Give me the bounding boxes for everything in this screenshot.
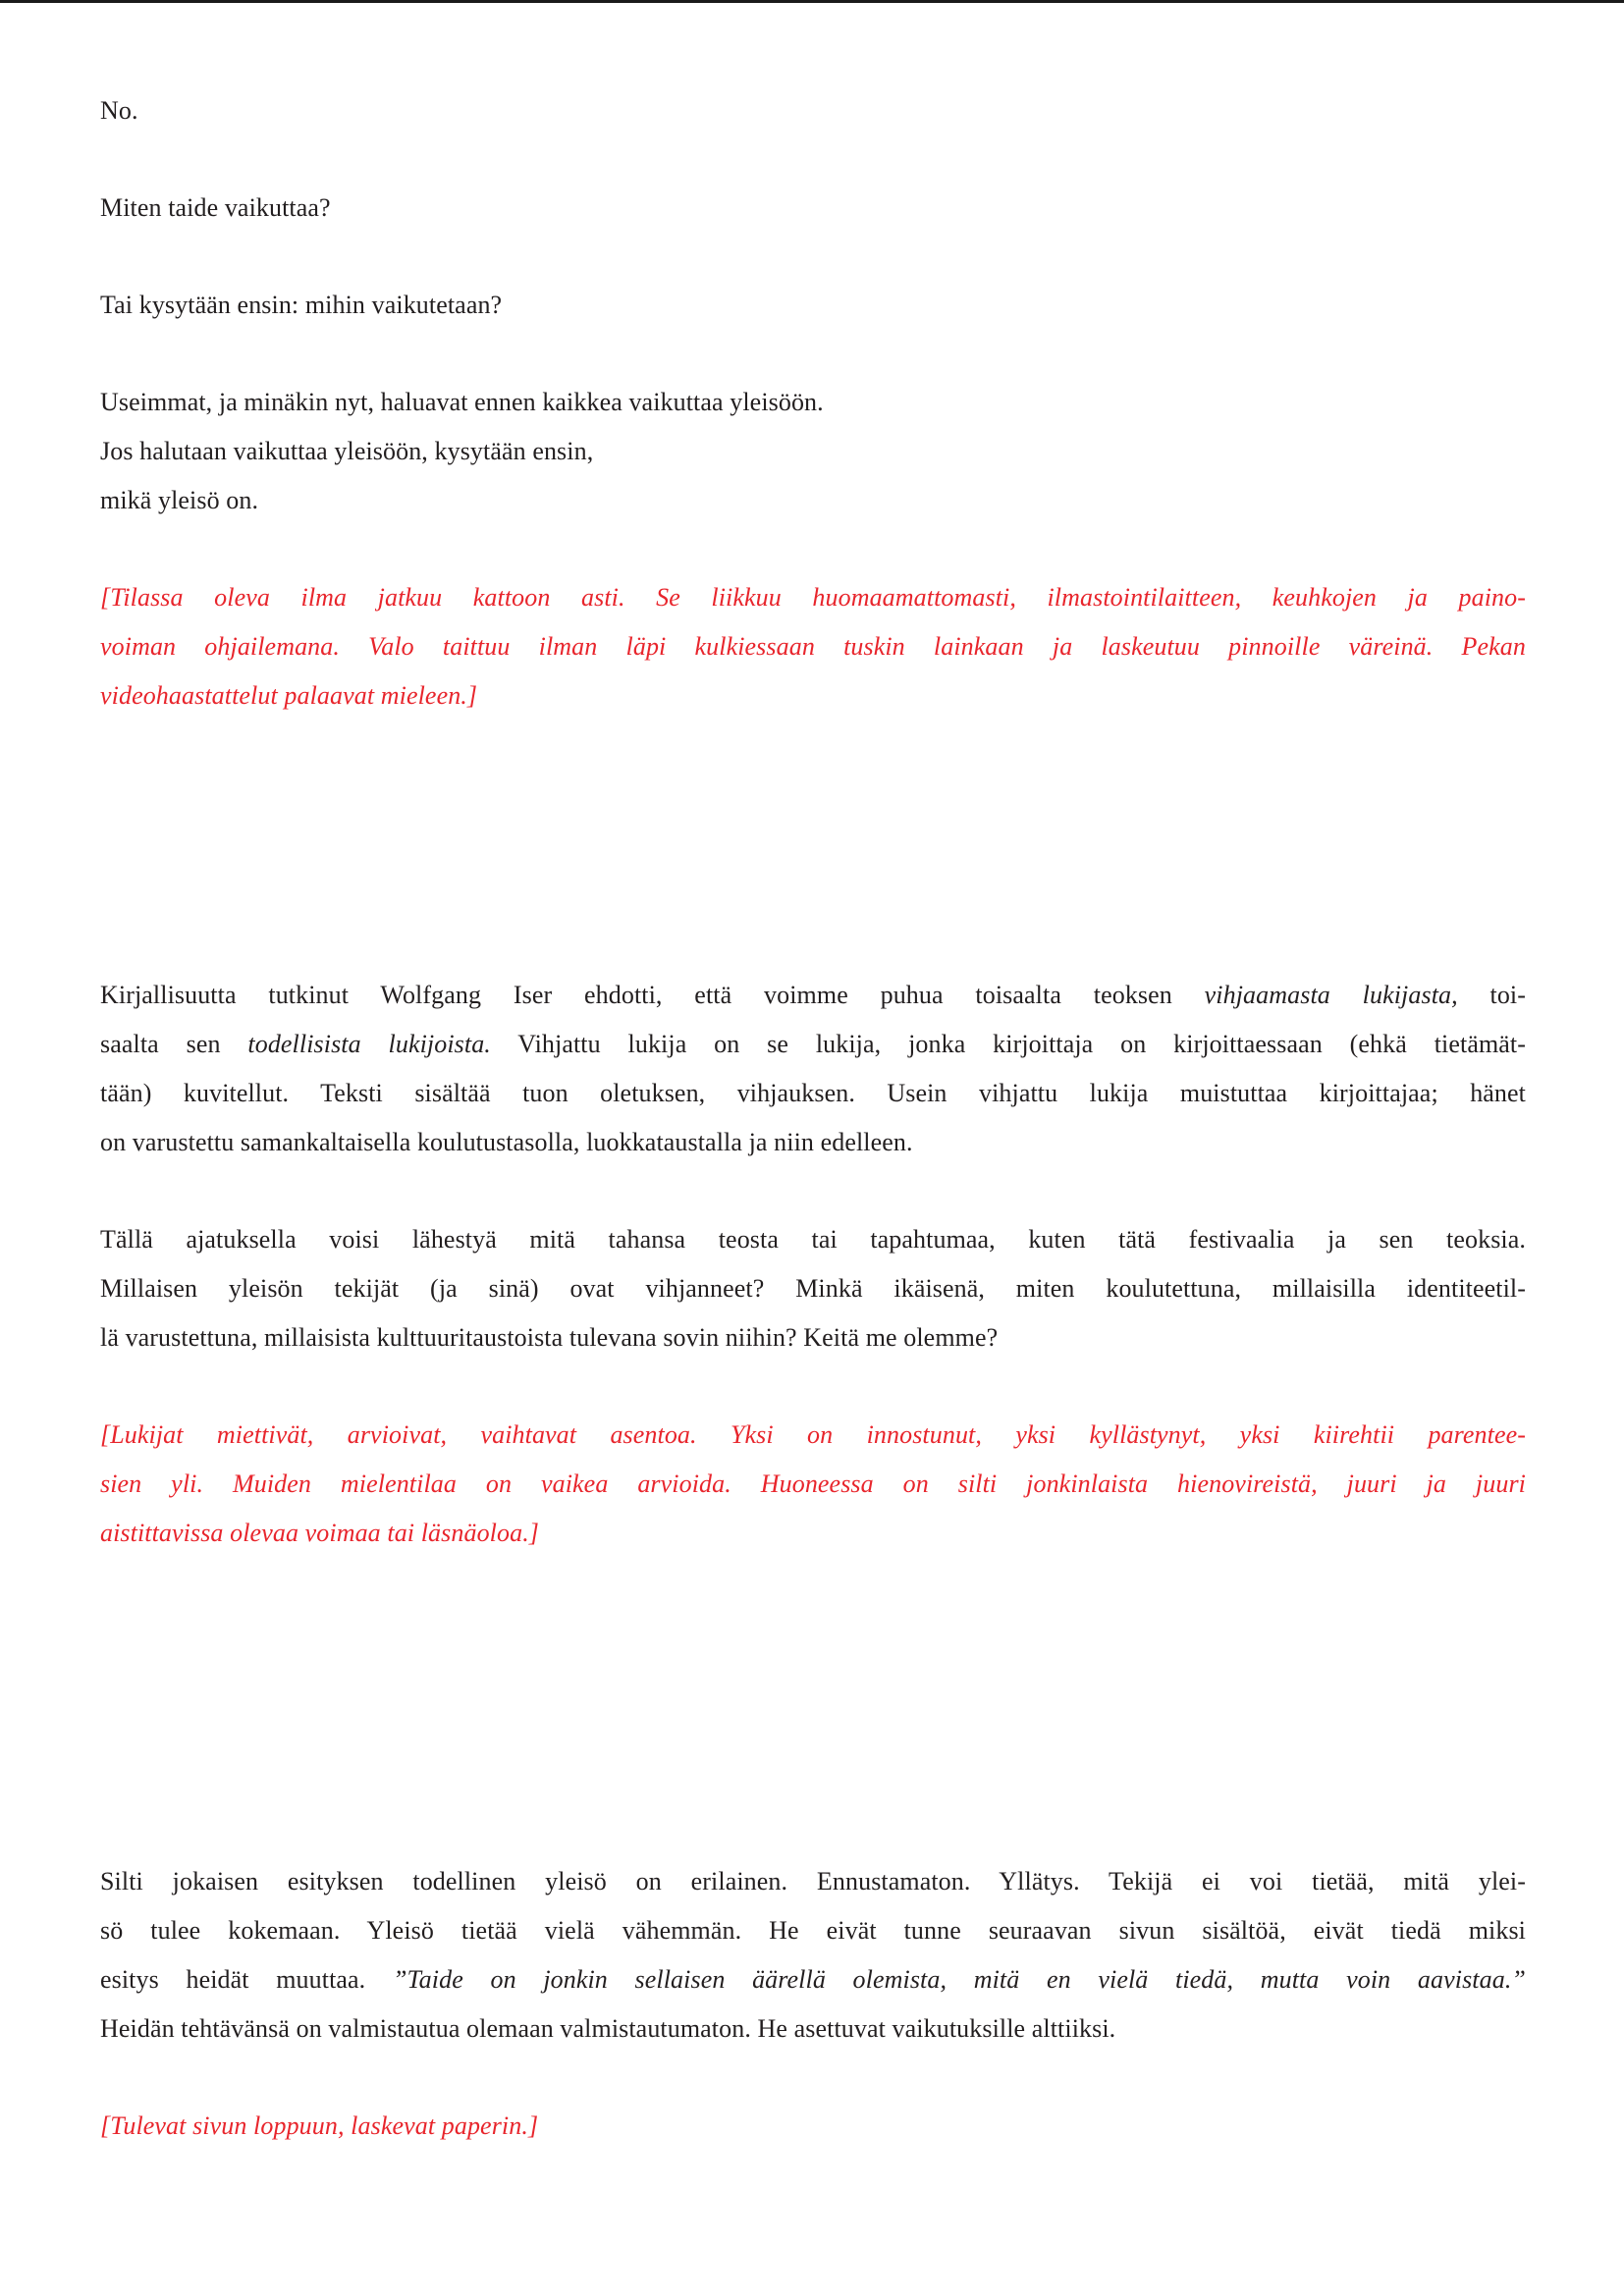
text-line bbox=[100, 1857, 1526, 1906]
text-segment: Heidän tehtävänsä on valmistautua olemaan valmistautumaton. He asettuvat vaikutuksille alttiiksi. bbox=[100, 2014, 1116, 2043]
text-segment: saalta sen bbox=[100, 1030, 248, 1058]
text-line bbox=[100, 1460, 1526, 1509]
text-segment: [Lukijat miettivät, arvioivat, vaihtavat asentoa. Yksi on innostunut, yksi kyllästynyt, yksi kiirehtii parentee- bbox=[100, 1420, 1526, 1449]
text-segment: [Tulevat sivun loppuun, laskevat paperin.] bbox=[100, 2111, 539, 2140]
text-line bbox=[100, 476, 1526, 525]
text-line bbox=[100, 184, 1526, 233]
text-line bbox=[100, 1118, 1526, 1167]
text-segment: Jos halutaan vaikuttaa yleisöön, kysytään ensin, bbox=[100, 437, 594, 465]
paragraph bbox=[100, 1857, 1526, 2054]
text-line bbox=[100, 1313, 1526, 1362]
stage-direction bbox=[100, 1411, 1526, 1558]
text-segment: Miten taide vaikuttaa? bbox=[100, 193, 331, 222]
text-line bbox=[100, 971, 1526, 1020]
text-segment: aistittavissa olevaa voimaa tai läsnäoloa.] bbox=[100, 1519, 540, 1547]
paragraph bbox=[100, 184, 1526, 233]
text-segment: vihjaamasta lukijasta, bbox=[1204, 981, 1458, 1009]
paragraph bbox=[100, 86, 1526, 135]
text-segment: sö tulee kokemaan. Yleisö tietää vielä vähemmän. He eivät tunne seuraavan sivun sisältöä, eivät tiedä miksi bbox=[100, 1916, 1526, 1945]
text-line bbox=[100, 2004, 1526, 2054]
text-segment: [Tilassa oleva ilma jatkuu kattoon asti. Se liikkuu huomaamattomasti, ilmastointilaitteen, keuhkojen ja paino- bbox=[100, 583, 1526, 612]
text-segment: No. bbox=[100, 96, 138, 125]
text-segment: Kirjallisuutta tutkinut Wolfgang Iser ehdotti, että voimme puhua toisaalta teoksen bbox=[100, 981, 1205, 1009]
paragraph bbox=[100, 971, 1526, 1167]
text-line bbox=[100, 1264, 1526, 1313]
text-line bbox=[100, 427, 1526, 476]
page-top-border bbox=[0, 0, 1624, 3]
text-line bbox=[100, 1215, 1526, 1264]
text-segment: ”Taide on jonkin sellaisen äärellä olemista, mitä en vielä tiedä, mutta voin aavistaa.” bbox=[392, 1965, 1526, 1994]
text-line bbox=[100, 1411, 1526, 1460]
text-segment: toi- bbox=[1457, 981, 1527, 1009]
text-segment: Millaisen yleisön tekijät (ja sinä) ovat vihjanneet? Minkä ikäisenä, miten koulutettuna, millaisilla identiteetil- bbox=[100, 1274, 1526, 1303]
text-line bbox=[100, 1509, 1526, 1558]
text-line bbox=[100, 2102, 1526, 2151]
stage-direction bbox=[100, 573, 1526, 721]
paragraph bbox=[100, 281, 1526, 330]
text-line bbox=[100, 1955, 1526, 2004]
text-line bbox=[100, 622, 1526, 671]
text-segment: Tai kysytään ensin: mihin vaikutetaan? bbox=[100, 291, 503, 319]
text-line bbox=[100, 1069, 1526, 1118]
text-line bbox=[100, 1906, 1526, 1955]
text-segment: Tällä ajatuksella voisi lähestyä mitä tahansa teosta tai tapahtumaa, kuten tätä festivaalia ja sen teoksia. bbox=[100, 1225, 1526, 1254]
text-segment: mikä yleisö on. bbox=[100, 486, 259, 514]
text-line bbox=[100, 281, 1526, 330]
text-line bbox=[100, 86, 1526, 135]
text-segment: Vihjattu lukija on se lukija, jonka kirjoittaja on kirjoittaessaan (ehkä tietämät- bbox=[490, 1030, 1526, 1058]
text-line bbox=[100, 1020, 1526, 1069]
text-segment: todellisista lukijoista. bbox=[247, 1030, 491, 1058]
text-segment: Useimmat, ja minäkin nyt, haluavat ennen kaikkea vaikuttaa yleisöön. bbox=[100, 388, 824, 416]
text-segment: on varustettu samankaltaisella koulutustasolla, luokkataustalla ja niin edelleen. bbox=[100, 1128, 913, 1156]
text-segment: lä varustettuna, millaisista kulttuuritaustoista tulevana sovin niihin? Keitä me olemme? bbox=[100, 1323, 999, 1352]
text-line bbox=[100, 573, 1526, 622]
text-segment: voiman ohjailemana. Valo taittuu ilman läpi kulkiessaan tuskin lainkaan ja laskeutuu pinnoille väreinä. Pekan bbox=[100, 632, 1526, 661]
stage-direction bbox=[100, 2102, 1526, 2151]
paragraph bbox=[100, 1215, 1526, 1362]
text-line bbox=[100, 378, 1526, 427]
text-segment: Silti jokaisen esityksen todellinen yleisö on erilainen. Ennustamaton. Yllätys. Tekijä ei voi tietää, mitä ylei- bbox=[100, 1867, 1526, 1896]
text-segment: tään) kuvitellut. Teksti sisältää tuon oletuksen, vihjauksen. Usein vihjattu lukija muistuttaa kirjoittajaa; hänet bbox=[100, 1079, 1526, 1107]
text-segment: esitys heidät muuttaa. bbox=[100, 1965, 393, 1994]
text-line bbox=[100, 671, 1526, 721]
paragraph bbox=[100, 378, 1526, 525]
text-segment: videohaastattelut palaavat mieleen.] bbox=[100, 681, 478, 710]
text-segment: sien yli. Muiden mielentilaa on vaikea arvioida. Huoneessa on silti jonkinlaista hienovireistä, juuri ja juuri bbox=[100, 1469, 1526, 1498]
